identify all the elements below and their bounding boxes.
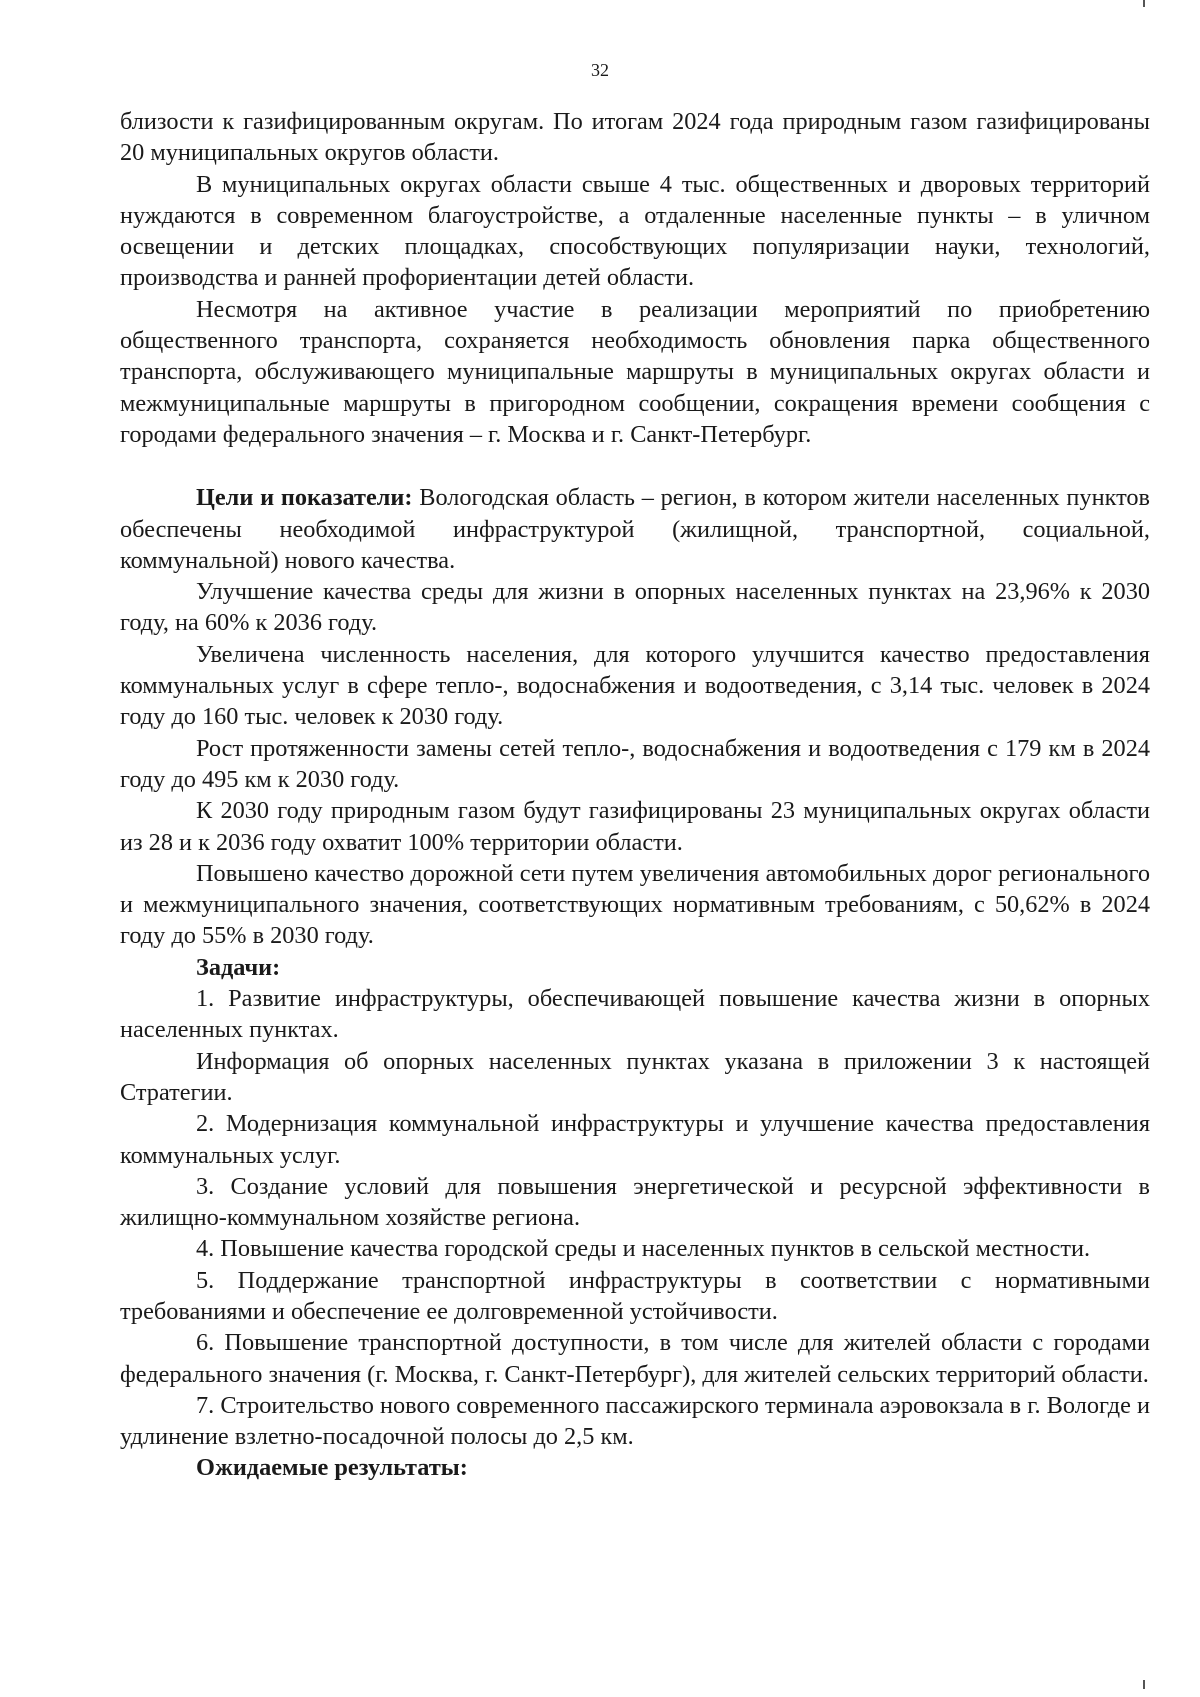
indicator-paragraph: К 2030 году природным газом будут газифицированы 23 муниципальных округах области из 28 и к 2036 году охватит 100% территории области. xyxy=(120,797,1150,856)
task-item: 1. Развитие инфраструктуры, обеспечивающей повышение качества жизни в опорных населенных пунктах. xyxy=(120,985,1150,1044)
scan-mark xyxy=(1143,0,1145,7)
paragraph: Несмотря на активное участие в реализации мероприятий по приобретению общественного транспорта, сохраняется необходимость обновления парка общественного транспорта, обслуживающего муниципальные маршруты в муниципальных округах области и межмуниципальные маршруты в пригородном сообщении, сокращения времени сообщения с городами федерального значения – г. Москва и г. Санкт-Петербург. xyxy=(120,295,1150,448)
results-heading: Ожидаемые результаты: xyxy=(196,1454,468,1482)
indicator-paragraph: Повышено качество дорожной сети путем увеличения автомобильных дорог регионального и межмуниципального значения, соответствующих нормативным требованиям, с 50,62% в 2024 году до 55% в 2030 году. xyxy=(120,859,1150,950)
scan-mark xyxy=(1143,1680,1145,1689)
task-item: 3. Создание условий для повышения энергетической и ресурсной эффективности в жилищно-коммунальном хозяйстве региона. xyxy=(120,1172,1150,1232)
task-item: 6. Повышение транспортной доступности, в том числе для жителей области с городами федерального значения (г. Москва, г. Санкт-Петербург), для жителей сельских территорий области. xyxy=(120,1329,1150,1388)
goals-label: Цели и показатели: xyxy=(196,484,413,512)
goals-paragraph xyxy=(120,482,1150,576)
document-body xyxy=(120,106,1150,1484)
goals-text: Вологодская область – регион, в котором жители населенных пунктов обеспечены необходимой инфраструктурой (жилищной, транспортной, социальной, коммунальной) нового качества. xyxy=(120,484,1150,574)
indicator-paragraph: Улучшение качества среды для жизни в опорных населенных пунктах на 23,96% к 2030 году, на 60% к 2036 году. xyxy=(120,578,1150,637)
indicator-paragraph: Рост протяженности замены сетей тепло-, водоснабжения и водоотведения с 179 км в 2024 году до 495 км к 2030 году. xyxy=(120,734,1150,793)
task-note: Информация об опорных населенных пунктах указана в приложении 3 к настоящей Стратегии. xyxy=(120,1047,1150,1106)
paragraph: В муниципальных округах области свыше 4 тыс. общественных и дворовых территорий нуждаются в современном благоустройстве, а отдаленные населенные пункты – в уличном освещении и детских площадках, способствующих популяризации науки, технологий, производства и ранней профориентации детей области. xyxy=(120,170,1150,292)
indicator-paragraph: Увеличена численность населения, для которого улучшится качество предоставления коммунальных услуг в сфере тепло-, водоснабжения и водоотведения, с 3,14 тыс. человек в 2024 году до 160 тыс. человек к 2030 году. xyxy=(120,640,1150,731)
paragraph: близости к газифицированным округам. По итогам 2024 года природным газом газифицированы 20 муниципальных округов области. xyxy=(120,108,1150,167)
tasks-heading: Задачи: xyxy=(196,953,281,981)
task-item: 5. Поддержание транспортной инфраструктуры в соответствии с нормативными требованиями и обеспечение ее долговременной устойчивости. xyxy=(120,1266,1150,1325)
page-number: 32 xyxy=(591,60,609,80)
task-item: 7. Строительство нового современного пассажирского терминала аэровокзала в г. Вологде и удлинение взлетно-посадочной полосы до 2,5 км. xyxy=(120,1391,1150,1451)
task-item: 2. Модернизация коммунальной инфраструктуры и улучшение качества предоставления коммунальных услуг. xyxy=(120,1110,1150,1169)
task-item: 4. Повышение качества городской среды и населенных пунктов в сельской местности. xyxy=(196,1235,1091,1263)
